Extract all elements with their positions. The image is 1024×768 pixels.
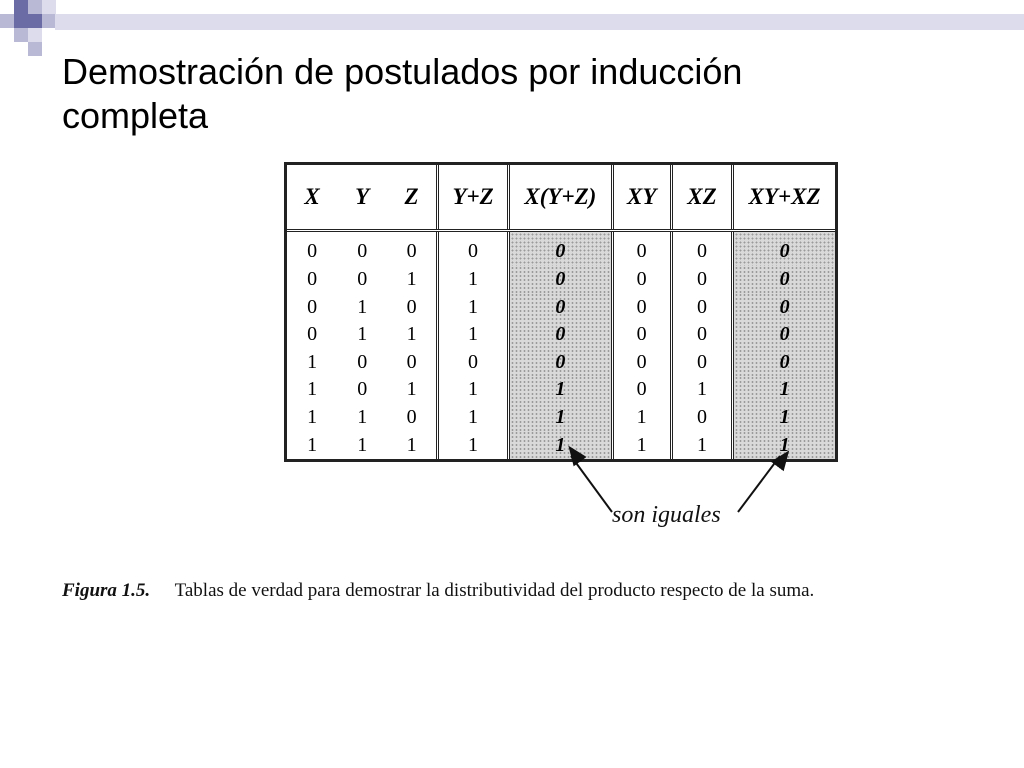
caption-text: Tablas de verdad para demostrar la distributividad del producto respecto de la suma. [174, 580, 815, 601]
table-cell: 1 [357, 295, 368, 318]
truth-table-frame [284, 162, 838, 462]
deco-square [14, 0, 28, 14]
table-cell: 1 [509, 404, 612, 432]
table-cell: 1 [437, 266, 508, 294]
table-cell: 0 [612, 266, 671, 294]
deco-square [42, 14, 56, 28]
table-cell: 0 [437, 231, 508, 266]
table-row [287, 404, 835, 432]
table-cell: 0 [406, 240, 417, 263]
deco-square [28, 28, 42, 42]
table-cell: 0 [307, 268, 318, 291]
table-cell: 0 [671, 266, 732, 294]
table-cell: 0 [509, 266, 612, 294]
arrow-left [571, 456, 612, 512]
table-cell: 0 [733, 266, 835, 294]
arrow-right [738, 456, 780, 512]
table-cell: 0 [437, 349, 508, 377]
deco-square [28, 14, 42, 28]
table-cell: 0 [357, 240, 368, 263]
deco-square [14, 28, 28, 42]
header-xy-plus-xz: XY+XZ [733, 165, 835, 231]
title-line-2: completa [62, 95, 209, 136]
figure-caption [62, 580, 814, 602]
header-xy: XY [612, 165, 671, 231]
table-cell: 1 [357, 406, 368, 429]
table-row [287, 431, 835, 459]
table-cell: 1 [307, 378, 318, 401]
table-cell: 1 [406, 378, 417, 401]
header-y-plus-z: Y+Z [437, 165, 508, 231]
table-cell: 0 [733, 231, 835, 266]
table-cell: 0 [406, 295, 417, 318]
table-cell: 1 [509, 431, 612, 459]
table-row [287, 266, 835, 294]
table-cell: 0 [612, 376, 671, 404]
table-cell: 1 [307, 350, 318, 373]
header-z: Z [387, 165, 437, 231]
table-cell: 1 [671, 376, 732, 404]
deco-square [28, 42, 42, 56]
table-cell: 0 [733, 321, 835, 349]
header-y: Y [337, 165, 387, 231]
deco-square [0, 14, 14, 28]
table-cell: 1 [357, 433, 368, 456]
table-row [287, 349, 835, 377]
table-cell: 0 [612, 321, 671, 349]
truth-table [287, 165, 835, 459]
table-cell: 1 [733, 404, 835, 432]
header-x-times-y-plus-z: X(Y+Z) [509, 165, 612, 231]
table-cell: 1 [406, 323, 417, 346]
figure-number: Figura 1.5. [62, 580, 151, 601]
table-cell: 1 [671, 431, 732, 459]
table-cell: 1 [406, 433, 417, 456]
table-cell: 0 [357, 378, 368, 401]
table-cell: 0 [406, 350, 417, 373]
table-cell: 0 [509, 231, 612, 266]
table-cell: 0 [307, 295, 318, 318]
table-cell: 1 [357, 323, 368, 346]
truth-table-body [287, 231, 835, 460]
table-cell: 0 [671, 404, 732, 432]
table-cell: 0 [357, 268, 368, 291]
table-cell: 1 [437, 293, 508, 321]
table-cell: 1 [406, 268, 417, 291]
table-cell: 1 [733, 431, 835, 459]
table-cell: 0 [671, 231, 732, 266]
header-bar [55, 14, 1024, 30]
table-cell: 0 [733, 349, 835, 377]
table-cell: 0 [509, 321, 612, 349]
table-cell: 1 [509, 376, 612, 404]
table-row [287, 231, 835, 266]
header-xz: XZ [671, 165, 732, 231]
table-cell: 0 [307, 240, 318, 263]
deco-square [28, 0, 42, 14]
table-cell: 0 [733, 293, 835, 321]
header-x: X [287, 165, 337, 231]
table-cell: 0 [406, 406, 417, 429]
table-cell: 0 [612, 349, 671, 377]
table-cell: 1 [612, 431, 671, 459]
title-line-1: Demostración de postulados por inducción [62, 51, 743, 92]
table-cell: 0 [671, 321, 732, 349]
table-header-row [287, 165, 835, 231]
table-cell: 1 [437, 376, 508, 404]
deco-square [14, 14, 28, 28]
table-cell: 0 [671, 293, 732, 321]
table-row [287, 376, 835, 404]
table-cell: 1 [437, 321, 508, 349]
table-cell: 1 [733, 376, 835, 404]
table-row [287, 293, 835, 321]
table-cell: 0 [509, 349, 612, 377]
annotation-label: son iguales [612, 502, 721, 528]
table-cell: 0 [357, 350, 368, 373]
table-cell: 0 [307, 323, 318, 346]
table-cell: 1 [437, 404, 508, 432]
table-row [287, 321, 835, 349]
table-cell: 0 [671, 349, 732, 377]
slide-title [62, 50, 962, 138]
table-cell: 1 [437, 431, 508, 459]
table-cell: 1 [307, 406, 318, 429]
table-cell: 1 [307, 433, 318, 456]
table-cell: 0 [612, 293, 671, 321]
table-cell: 0 [509, 293, 612, 321]
deco-square [42, 0, 56, 14]
table-cell: 0 [612, 231, 671, 266]
table-cell: 1 [612, 404, 671, 432]
